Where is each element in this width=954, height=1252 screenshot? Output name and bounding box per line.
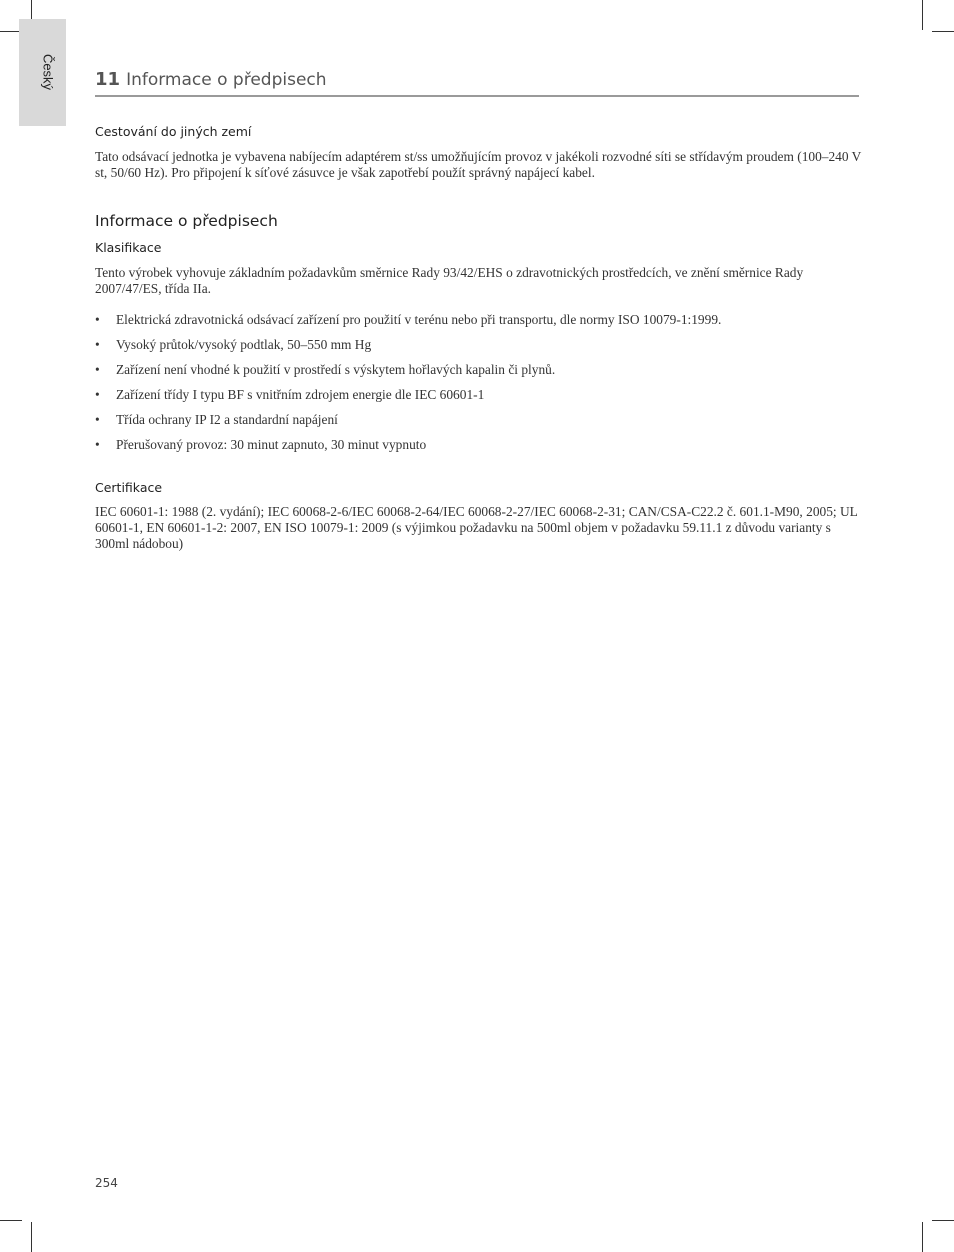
list-item-text: Třída ochrany IP I2 a standardní napájení (116, 412, 338, 427)
list-item-text: Zařízení není vhodné k použití v prostředí s výskytem hořlavých kapalin či plynů. (116, 362, 556, 377)
list-item-text: Elektrická zdravotnická odsávací zařízení pro použití v terénu nebo při transportu, dle normy ISO 10079-1:1999. (116, 312, 722, 327)
list-item (95, 311, 865, 336)
list-item (95, 361, 865, 386)
list-item (95, 386, 865, 411)
chapter-title: Informace o předpisech (126, 70, 327, 90)
travel-heading: Cestování do jiných zemí (95, 124, 252, 139)
bullet-icon: • (95, 412, 100, 427)
certification-heading: Certifikace (95, 480, 163, 495)
bullet-icon: • (95, 337, 100, 352)
regulatory-heading: Informace o předpisech (95, 212, 278, 230)
travel-paragraph: Tato odsávací jednotka je vybavena nabíjecím adaptérem st/ss umožňujícím provoz v jakékoli rozvodné síti se střídavým proudem (100–240 V st, 50/60 Hz). Pro připojení k síťové zásuvce je však zapotřebí použít správný napájecí kabel. (95, 149, 862, 181)
bullet-icon: • (95, 362, 100, 377)
crop-mark (922, 1222, 923, 1252)
bullet-icon: • (95, 437, 100, 452)
bullet-icon: • (95, 312, 100, 327)
list-item (95, 411, 865, 436)
list-item (95, 336, 865, 361)
bullet-icon: • (95, 387, 100, 402)
classification-list (95, 311, 865, 461)
crop-mark (0, 1220, 22, 1221)
list-item-text: Vysoký průtok/vysoký podtlak, 50–550 mm Hg (116, 337, 372, 352)
language-tab-label: Český (40, 53, 56, 91)
crop-mark (31, 1222, 32, 1252)
chapter-number: 11 (95, 69, 121, 90)
crop-mark (932, 31, 954, 32)
page-number: 254 (95, 1176, 118, 1190)
classification-heading: Klasifikace (95, 240, 162, 255)
crop-mark (922, 0, 923, 30)
list-item-text: Přerušovaný provoz: 30 minut zapnuto, 30 minut vypnuto (116, 437, 427, 452)
crop-mark (932, 1220, 954, 1221)
list-item (95, 436, 865, 461)
chapter-heading (95, 69, 859, 97)
certification-paragraph: IEC 60601-1: 1988 (2. vydání); IEC 60068-2-6/IEC 60068-2-64/IEC 60068-2-27/IEC 60068-2-31; CAN/CSA-C22.2 č. 601.1-M90, 2005; UL 60601-1, EN 60601-1-2: 2007, EN ISO 10079-1: 2009 (s výjimkou požadavku na 500ml objem v požadavku 59.11.1 z důvodu varianty s 300ml nádobou) (95, 504, 858, 552)
classification-paragraph: Tento výrobek vyhovuje základním požadavkům směrnice Rady 93/42/EHS o zdravotnických prostředcích, ve znění směrnice Rady 2007/47/ES, třída IIa. (95, 265, 804, 297)
list-item-text: Zařízení třídy I typu BF s vnitřním zdrojem energie dle IEC 60601-1 (116, 387, 485, 402)
